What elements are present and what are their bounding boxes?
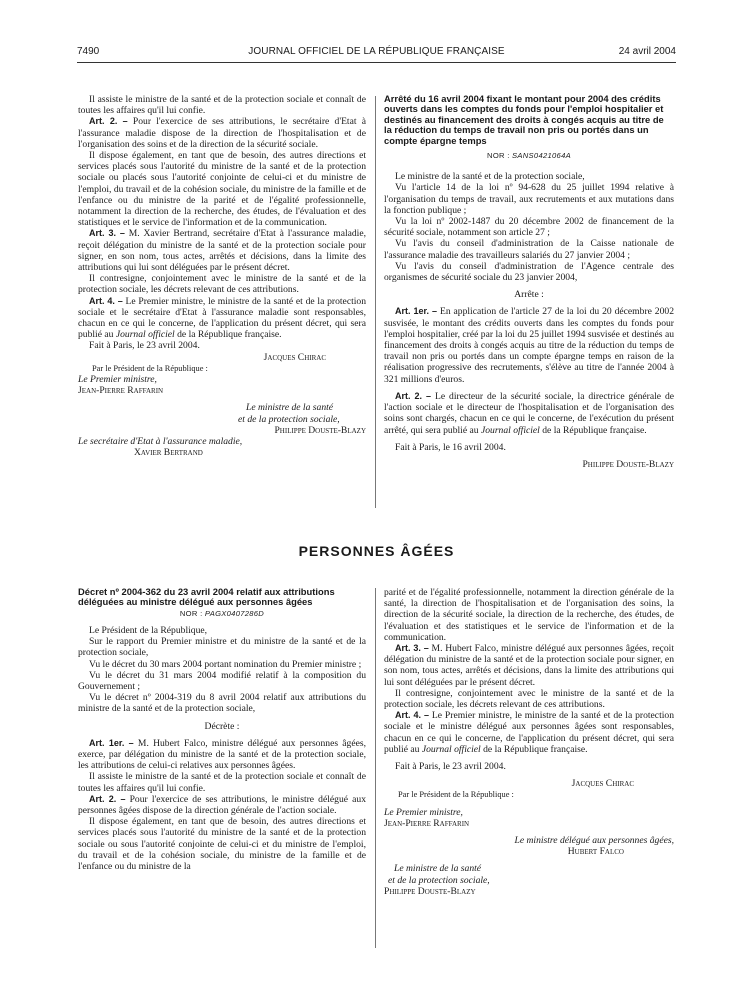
signature-minister-title-2: et de la protection sociale,	[388, 874, 490, 886]
article-label: Art. 2. –	[395, 390, 432, 401]
issue-date: 24 avril 2004	[618, 46, 676, 57]
column-top-right	[384, 94, 674, 470]
paragraph: Il dispose également, en tant que de besoin, des autres directions et services placés sous l'autorité du ministre de la santé et de la protection sociale ou placés sous l'autorité conjointe de celui-ci et du ministre de l'emploi, du travail et de la cohésion sociale, du ministre de la famille et de l'enfance ou du ministre de la parité et de l'égalité professionnelle, notamment la direction de la recherche, des études, de l'évaluation et des statistiques et le service de l'information et de la communication.	[78, 150, 366, 229]
article-text: de la République française.	[539, 424, 647, 436]
article-label: Art. 2. –	[89, 793, 126, 804]
paragraph: Vu l'article 14 de la loi nº 94-628 du 25 juillet 1994 relative à l'organisation du temps de travail, aux recrutements et aux mutations dans la fonction publique ;	[384, 182, 674, 216]
article-text: Le directeur de la sécurité sociale, la directrice générale de l'action sociale et le directeur de l'hospitalisation et de l'organisation des soins sont chargés, chacun en ce qui le concerne, de l'exécution du présent arrêté, qui sera publié au	[384, 390, 674, 436]
done-at: Fait à Paris, le 23 avril 2004.	[89, 340, 200, 352]
page-number: 7490	[77, 46, 100, 57]
article-3	[78, 228, 366, 273]
nor-reference: NOR : PAGX0407286D	[179, 608, 265, 618]
article-label: Art. 4. –	[89, 295, 123, 306]
decret-title: Décret nº 2004-362 du 23 avril 2004 relatif aux attributions déléguées au ministre délégué aux personnes âgées	[78, 586, 335, 608]
paragraph: Vu la loi nº 2002-1487 du 20 décembre 2002 de financement de la sécurité sociale, notamment son article 27 ;	[384, 216, 674, 239]
by-president: Par le Président de la République :	[398, 790, 514, 800]
signature-minister-title: Le ministre de la santé	[246, 402, 334, 414]
article-text: Le Premier ministre, le ministre de la santé et de la protection sociale et le secrétaire d'Etat à l'assurance maladie sont responsables, chacun en ce qui le concerne, de l'application du présent décret, qui sera publié au	[78, 295, 366, 341]
journal-ref: Journal officiel	[480, 424, 540, 436]
article-text: de la République française.	[480, 743, 588, 755]
paragraph: Il contresigne, conjointement avec le ministre de la santé et de la protection sociale, les décrets relevant de ces attributions.	[78, 273, 366, 296]
paragraph: Le Président de la République,	[89, 625, 208, 637]
paragraph: Vu l'avis du conseil d'administration de l'Agence centrale des organismes de sécurité sociale du 23 janvier 2004,	[384, 260, 674, 284]
column-bottom-left	[78, 587, 366, 872]
article-4	[78, 296, 366, 341]
article-label: Art. 1er. –	[395, 306, 438, 317]
signature-pm-title: Le Premier ministre,	[384, 806, 463, 818]
column-bottom-right	[384, 587, 674, 897]
article-3	[384, 643, 674, 688]
header-rule	[77, 62, 676, 63]
article-text: Le Premier ministre, le ministre de la santé et de la protection sociale et le ministre délégué aux personnes âgées sont responsables, chacun en ce qui le concerne, de l'application du présent décret, qui sera publié au	[384, 710, 674, 755]
paragraph: Sur le rapport du Premier ministre et du ministre de la santé et de la protection sociale,	[78, 636, 366, 659]
article-label: Art. 3. –	[89, 228, 125, 239]
signature-minister-name: Philippe Douste-Blazy	[274, 424, 366, 436]
article-2	[78, 116, 366, 150]
signature-pm-title: Le Premier ministre,	[78, 374, 157, 386]
signature-pm-name: Jean-Pierre Raffarin	[384, 817, 470, 829]
signature-minister-name: Philippe Douste-Blazy	[582, 458, 674, 470]
paragraph: Le ministre de la santé et de la protection sociale,	[395, 171, 585, 183]
paragraph: Il assiste le ministre de la santé et de la protection sociale et connaît de toutes les affaires qu'il lui confie.	[78, 771, 366, 794]
paragraph: Vu le décret nº 2004-319 du 8 avril 2004 relatif aux attributions du ministre de la santé et de la protection sociale,	[78, 692, 366, 715]
nor-reference: NOR : SANS0421064A	[487, 151, 571, 161]
signature-minister-title: Le ministre de la santé	[394, 863, 482, 875]
article-2	[78, 794, 366, 816]
paragraph: Vu l'avis du conseil d'administration de la Caisse nationale de l'assurance maladie des travailleurs salariés du 27 janvier 2004 ;	[384, 238, 674, 261]
article-text: M. Hubert Falco, ministre délégué aux personnes âgées, exerce, par délégation du ministre de la santé et de la protection sociale, les attributions de celui-ci relatives aux personnes âgées.	[78, 737, 366, 772]
signature-president: Jacques Chirac	[571, 778, 634, 790]
article-1	[384, 306, 674, 384]
decrete-heading: Décrète :	[204, 720, 240, 732]
article-text: Pour l'exercice de ses attributions, le ministre délégué aux personnes âgées dispose de la direction générale de l'action sociale.	[78, 793, 366, 817]
article-text: Pour l'exercice de ses attributions, le secrétaire d'Etat à l'assurance maladie dispose de la direction de l'hospitalisation et de l'organisation des soins et de la direction de la sécurité sociale.	[78, 116, 366, 150]
done-at: Fait à Paris, le 23 avril 2004.	[395, 761, 506, 773]
column-top-left	[78, 94, 366, 459]
article-text: M. Hubert Falco, ministre délégué aux personnes âgées, reçoit délégation du ministre de la santé et de la protection sociale pour signer, en son nom, tous actes, arrêtés et décisions, dans la limite des attributions qui lui sont déléguées par le présent décret.	[384, 643, 675, 688]
article-label: Art. 1er. –	[89, 737, 134, 748]
by-president: Par le Président de la République :	[92, 363, 208, 373]
article-label: Art. 4. –	[395, 710, 430, 721]
column-separator	[375, 96, 376, 508]
column-separator	[375, 588, 376, 948]
article-1	[78, 738, 366, 772]
paragraph: Vu le décret du 30 mars 2004 portant nomination du Premier ministre ;	[89, 658, 362, 670]
signature-secretary-title: Le secrétaire d'Etat à l'assurance maladie,	[78, 436, 243, 448]
article-label: Art. 3. –	[395, 643, 429, 654]
article-4	[384, 710, 674, 755]
signature-minister-name: Philippe Douste-Blazy	[384, 885, 476, 897]
done-at: Fait à Paris, le 16 avril 2004.	[395, 441, 506, 453]
signature-delegate-title: Le ministre délégué aux personnes âgées,	[514, 835, 674, 847]
signature-pm-name: Jean-Pierre Raffarin	[78, 385, 164, 397]
signature-secretary-name: Xavier Bertrand	[134, 447, 203, 459]
journal-ref: Journal officiel	[421, 743, 481, 755]
paragraph: Il assiste le ministre de la santé et de la protection sociale et connaît de toutes les affaires qu'il lui confie.	[78, 94, 366, 117]
paragraph: parité et de l'égalité professionnelle, notamment la direction générale de la santé, la direction de l'hospitalisation et de l'organisation des soins, la direction de la sécurité sociale, la direction de la recherche, des études, de l'évaluation et des statistiques et le service de l'information et de la communication.	[384, 587, 674, 643]
article-text: En application de l'article 27 de la loi du 20 décembre 2002 susvisée, le montant des crédits ouverts dans les comptes du fonds pour l'emploi hospitalier, créé par la loi du 25 juillet 1994 susvisée et destinés au financement des droits à congés acquis au titre de la réduction du temps de travail non pris ou portés dans un compte épargne temps en raison de la réalisation progressive des recrutements, s'élève au titre de l'année 2004 à 321 millions d'euros.	[384, 306, 674, 385]
journal-title: JOURNAL OFFICIEL DE LA RÉPUBLIQUE FRANÇAISE	[248, 46, 505, 57]
paragraph: Il contresigne, conjointement avec le ministre de la santé et de la protection sociale, les décrets relevant de ces attributions.	[384, 687, 674, 711]
article-label: Art. 2. –	[89, 116, 128, 127]
paragraph: Il dispose également, en tant que de besoin, des autres directions et services placés sous l'autorité du ministre de la santé et de la protection sociale ou sous l'autorité conjointe de celui-ci et du ministre de l'emploi, du travail et de la cohésion sociale, du ministre de la famille et de l'enfance ou du ministre de la	[78, 816, 366, 873]
arrete-heading: Arrête :	[514, 289, 544, 301]
signature-president: Jacques Chirac	[263, 351, 326, 363]
signature-minister-title-2: et de la protection sociale,	[238, 413, 340, 425]
paragraph: Vu le décret du 31 mars 2004 modifié relatif à la composition du Gouvernement ;	[78, 669, 366, 693]
arrete-title: Arrêté du 16 avril 2004 fixant le montant pour 2004 des crédits ouverts dans les comptes du fonds pour l'emploi hospitalier et destinés au financement des droits à congés acquis au titre de la réduction du temps de travail non pris ou portés dans un compte épargne temps	[384, 93, 664, 146]
article-text: de la République française.	[174, 329, 282, 341]
journal-ref: Journal officiel	[115, 329, 175, 341]
page-header	[77, 46, 676, 60]
section-title: PERSONNES ÂGÉES	[298, 543, 455, 559]
article-2	[384, 391, 674, 436]
article-text: M. Xavier Bertrand, secrétaire d'Etat à l'assurance maladie, reçoit délégation du ministre de la santé et de la protection sociale pour signer, en son nom, tous actes, arrêtés et décisions, dans la limite des attributions qui lui sont déléguées par le présent décret.	[78, 228, 366, 274]
signature-delegate-name: Hubert Falco	[567, 846, 624, 858]
